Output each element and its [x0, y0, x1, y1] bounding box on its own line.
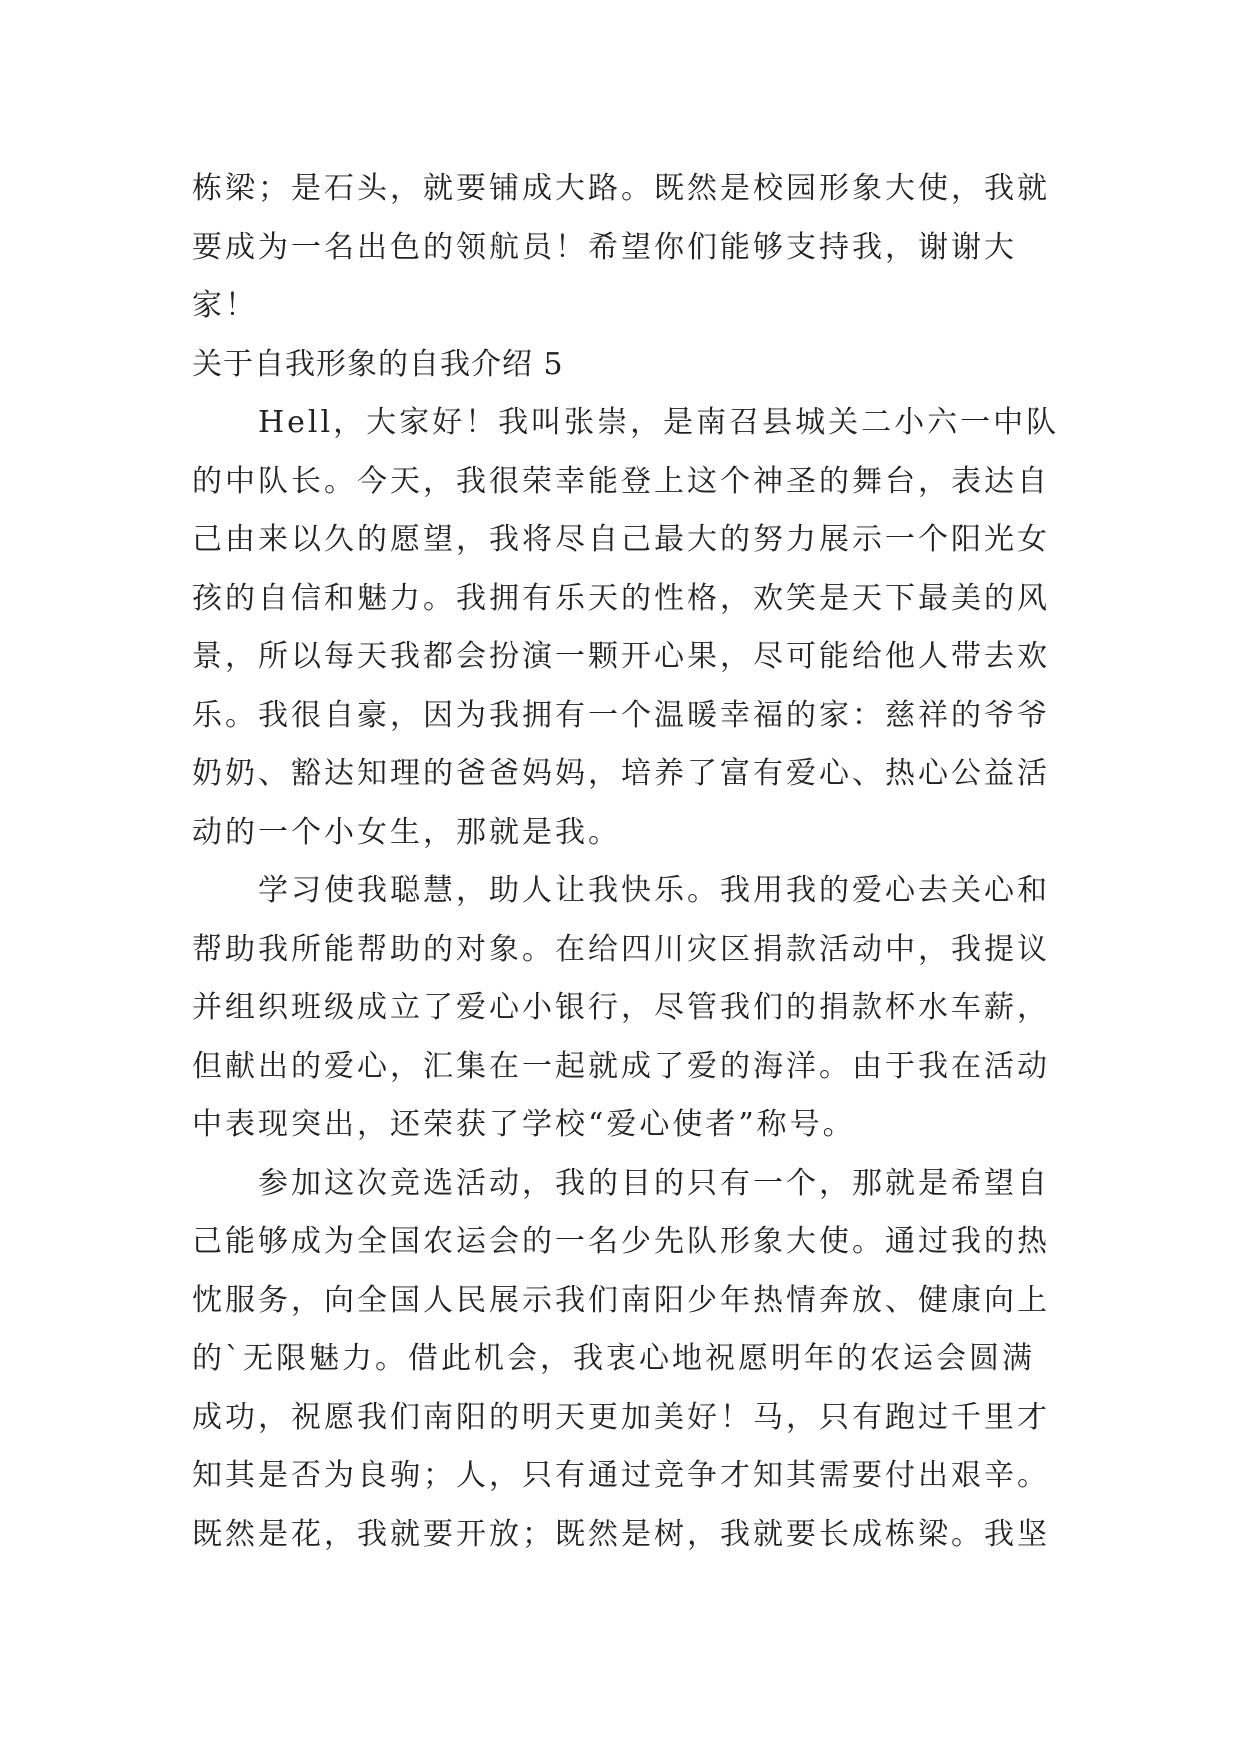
- paragraph-3: [192, 1155, 1062, 1565]
- text-line: 忱服务，向全国人民展示我们南阳少年热情奔放、健康向上: [192, 1282, 1050, 1318]
- section-title: 关于自我形象的自我介绍 5: [192, 346, 564, 382]
- text-line: 中表现突出，还荣获了学校“爱心使者”称号。: [192, 1107, 856, 1142]
- text-line: 但献出的爱心，汇集在一起就成了爱的海洋。由于我在活动: [192, 1048, 1050, 1084]
- paragraph-2: [192, 862, 1062, 1155]
- text-line: 成功，祝愿我们南阳的明天更加美好！马，只有跑过千里才: [192, 1399, 1050, 1435]
- text-line: 孩的自信和魅力。我拥有乐天的性格，欢笑是天下最美的风: [192, 580, 1050, 616]
- text-line: 的中队长。今天，我很荣幸能登上这个神圣的舞台，表达自: [192, 463, 1050, 499]
- document-body: [192, 160, 1062, 1564]
- text-line: 奶奶、豁达知理的爸爸妈妈，培养了富有爱心、热心公益活: [192, 756, 1050, 791]
- text-line: 知其是否为良驹；人，只有通过竞争才知其需要付出艰辛。: [192, 1458, 1050, 1493]
- text-line: 学习使我聪慧，助人让我快乐。我用我的爱心去关心和: [258, 873, 1050, 908]
- text-line: 家！: [192, 288, 258, 323]
- text-line: 乐。我很自豪，因为我拥有一个温暖幸福的家：慈祥的爷爷: [192, 697, 1050, 733]
- text-line: Hell，大家好！我叫张崇，是南召县城关二小六一中队: [258, 405, 1060, 440]
- text-line: 帮助我所能帮助的对象。在给四川灾区捐款活动中，我提议: [192, 931, 1050, 967]
- text-line: 要成为一名出色的领航员！希望你们能够支持我，谢谢大: [192, 229, 1017, 265]
- paragraph-1: [192, 394, 1062, 862]
- text-line: 既然是花，我就要开放；既然是树，我就要长成栋梁。我坚: [192, 1516, 1050, 1552]
- text-line: 己能够成为全国农运会的一名少先队形象大使。通过我的热: [192, 1224, 1050, 1259]
- text-line: 己由来以久的愿望，我将尽自己最大的努力展示一个阳光女: [192, 522, 1050, 557]
- text-line: 景，所以每天我都会扮演一颗开心果，尽可能给他人带去欢: [192, 639, 1050, 674]
- text-line: 参加这次竞选活动，我的目的只有一个，那就是希望自: [258, 1165, 1050, 1201]
- text-line: 并组织班级成立了爱心小银行，尽管我们的捐款杯水车薪，: [192, 990, 1050, 1025]
- text-line: 的`无限魅力。借此机会，我衷心地祝愿明年的农运会圆满: [192, 1341, 1035, 1376]
- text-line: 动的一个小女生，那就是我。: [192, 814, 621, 850]
- text-line: 栋梁；是石头，就要铺成大路。既然是校园形象大使，我就: [192, 171, 1050, 206]
